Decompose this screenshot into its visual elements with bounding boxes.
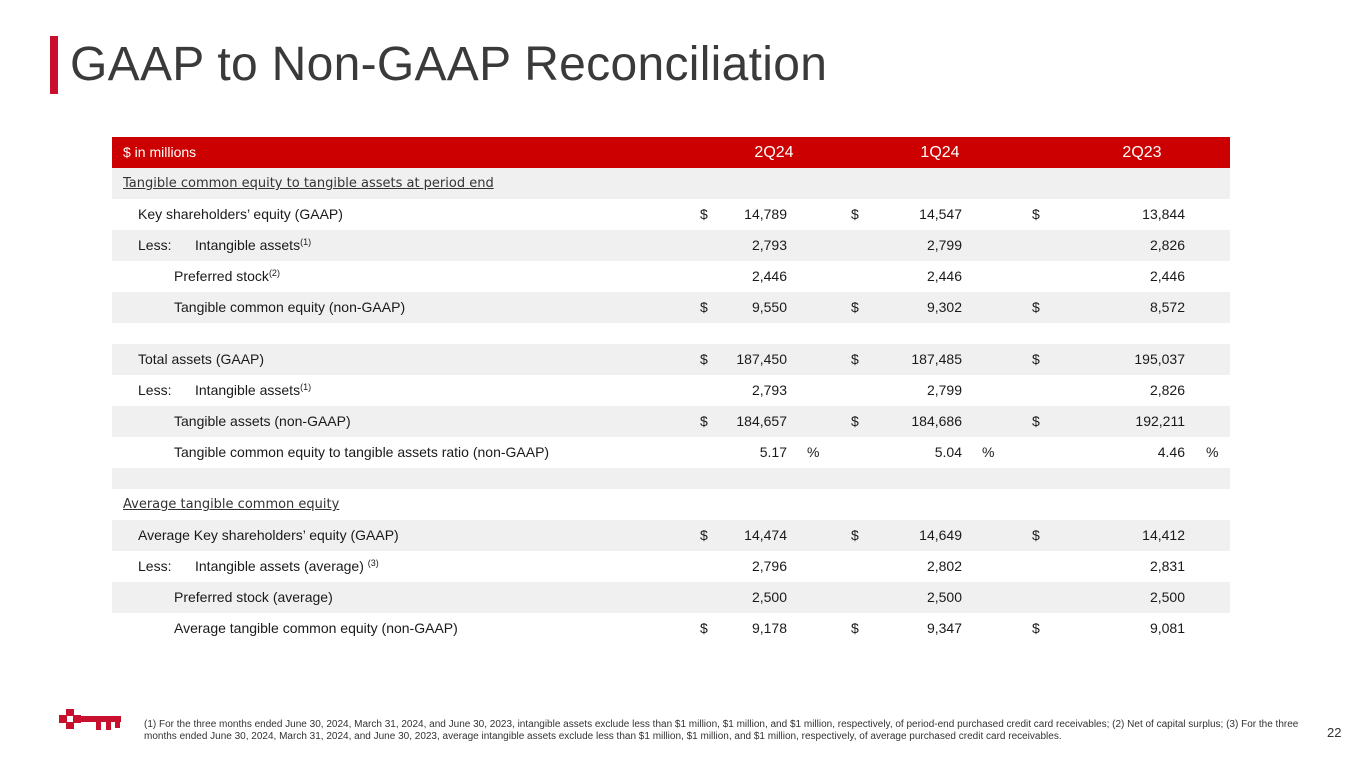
currency-symbol: $ — [1032, 299, 1040, 315]
spacer-row — [112, 323, 1230, 344]
value-1q24: 184,686 — [911, 413, 962, 429]
currency-symbol: $ — [851, 299, 859, 315]
value-1q24: 9,347 — [926, 620, 962, 636]
value-1q24: 2,500 — [926, 589, 962, 605]
currency-symbol: $ — [851, 620, 859, 636]
value-1q24: 14,649 — [919, 527, 962, 543]
value-2q23: 8,572 — [1149, 299, 1185, 315]
less-label: Less: — [138, 558, 172, 574]
value-2q24: 9,550 — [751, 299, 787, 315]
row-label: Average Key shareholders’ equity (GAAP) — [138, 527, 399, 543]
value-2q23: 2,831 — [1149, 558, 1185, 574]
percent-symbol: % — [982, 444, 995, 460]
value-2q23: 13,844 — [1142, 206, 1185, 222]
section-title-avg: Average tangible common equity — [123, 497, 340, 512]
value-2q24: 9,178 — [751, 620, 787, 636]
currency-symbol: $ — [851, 527, 859, 543]
currency-symbol: $ — [851, 206, 859, 222]
value-2q23: 192,211 — [1135, 413, 1185, 429]
currency-symbol: $ — [700, 299, 708, 315]
header-col-2q24: 2Q24 — [754, 144, 794, 161]
title-accent-bar — [50, 36, 58, 94]
value-1q24: 9,302 — [926, 299, 962, 315]
currency-symbol: $ — [851, 351, 859, 367]
percent-symbol: % — [807, 444, 820, 460]
row-label: Tangible common equity (non-GAAP) — [174, 299, 406, 315]
value-2q23: 2,826 — [1149, 382, 1185, 398]
currency-symbol: $ — [700, 413, 708, 429]
percent-symbol: % — [1206, 444, 1219, 460]
row-label: Tangible assets (non-GAAP) — [174, 413, 351, 429]
value-1q24: 5.04 — [934, 444, 962, 460]
value-1q24: 2,799 — [926, 237, 962, 253]
value-2q24: 2,500 — [751, 589, 787, 605]
currency-symbol: $ — [1032, 351, 1040, 367]
value-1q24: 187,485 — [911, 351, 962, 367]
table-row — [112, 613, 1230, 644]
value-2q23: 195,037 — [1134, 351, 1185, 367]
currency-symbol: $ — [1032, 620, 1040, 636]
reconciliation-table — [112, 137, 1230, 644]
row-label: Tangible common equity to tangible assets ratio (non-GAAP) — [174, 444, 550, 460]
value-1q24: 2,446 — [926, 268, 962, 284]
value-2q24: 184,657 — [736, 413, 787, 429]
value-2q23: 2,826 — [1149, 237, 1185, 253]
value-2q24: 5.17 — [759, 444, 787, 460]
currency-symbol: $ — [700, 351, 708, 367]
table-row — [112, 261, 1230, 292]
value-2q23: 14,412 — [1142, 527, 1185, 543]
value-2q23: 2,500 — [1149, 589, 1185, 605]
currency-symbol: $ — [700, 620, 708, 636]
section-title-tce: Tangible common equity to tangible assets at period end — [123, 176, 494, 191]
value-2q23: 2,446 — [1149, 268, 1185, 284]
table-row — [112, 292, 1230, 323]
currency-symbol: $ — [1032, 527, 1040, 543]
table-row — [112, 199, 1230, 230]
table-row — [112, 344, 1230, 375]
table-header — [112, 137, 1230, 168]
header-col-1q24: 1Q24 — [920, 144, 960, 161]
page-title: GAAP to Non-GAAP Reconciliation — [70, 38, 828, 91]
row-label: Average tangible common equity (non-GAAP) — [174, 620, 458, 636]
section-header-row — [112, 168, 1230, 199]
currency-symbol: $ — [1032, 413, 1040, 429]
less-label: Less: — [138, 237, 172, 253]
header-units-label: $ in millions — [123, 144, 197, 160]
row-label: Preferred stock (average) — [174, 589, 333, 605]
key-icon — [56, 706, 124, 734]
value-2q24: 2,796 — [751, 558, 787, 574]
value-2q24: 187,450 — [736, 351, 787, 367]
less-label: Less: — [138, 382, 172, 398]
value-2q24: 14,474 — [744, 527, 787, 543]
footnote: (1) For the three months ended June 30, 2024, March 31, 2024, and June 30, 2023, intangible assets exclude less than $1 million, $1 million, and $1 million, respectively, of period-end purchased credit card receivables; (2) Net of capital surplus; (3) For the three months ended June 30, 2024, March 31, 2024, and June 30, 2023, average intangible assets exclude less than $1 million, $1 million, and $1 million, respectively, of average purchased credit card receivables. — [144, 719, 1299, 742]
row-label: Total assets (GAAP) — [138, 351, 265, 367]
table-row — [112, 230, 1230, 261]
value-2q24: 14,789 — [744, 206, 787, 222]
currency-symbol: $ — [1032, 206, 1040, 222]
currency-symbol: $ — [700, 206, 708, 222]
table-row — [112, 582, 1230, 613]
row-label: Intangible assets$^{(1)}$ — [195, 237, 312, 253]
value-2q24: 2,793 — [751, 382, 787, 398]
value-2q23: 9,081 — [1149, 620, 1185, 636]
table-row — [112, 520, 1230, 551]
spacer-row — [112, 468, 1230, 489]
currency-symbol: $ — [700, 527, 708, 543]
row-label: Preferred stock$^{(2)}$ — [174, 268, 280, 284]
page-number: 22 — [1327, 725, 1342, 740]
table-row — [112, 437, 1230, 468]
value-1q24: 2,802 — [926, 558, 962, 574]
value-2q24: 2,793 — [751, 237, 787, 253]
value-1q24: 14,547 — [919, 206, 962, 222]
row-label: Intangible assets$^{(1)}$ — [195, 382, 312, 398]
section-header-row — [112, 489, 1230, 520]
table-row — [112, 375, 1230, 406]
row-label: Key shareholders’ equity (GAAP) — [138, 206, 343, 222]
table-row — [112, 406, 1230, 437]
value-2q24: 2,446 — [751, 268, 787, 284]
value-1q24: 2,799 — [926, 382, 962, 398]
value-2q23: 4.46 — [1157, 444, 1185, 460]
header-col-2q23: 2Q23 — [1122, 144, 1162, 161]
row-label: Intangible assets (average) $^{(3)}$ — [195, 558, 379, 574]
currency-symbol: $ — [851, 413, 859, 429]
table-row — [112, 551, 1230, 582]
